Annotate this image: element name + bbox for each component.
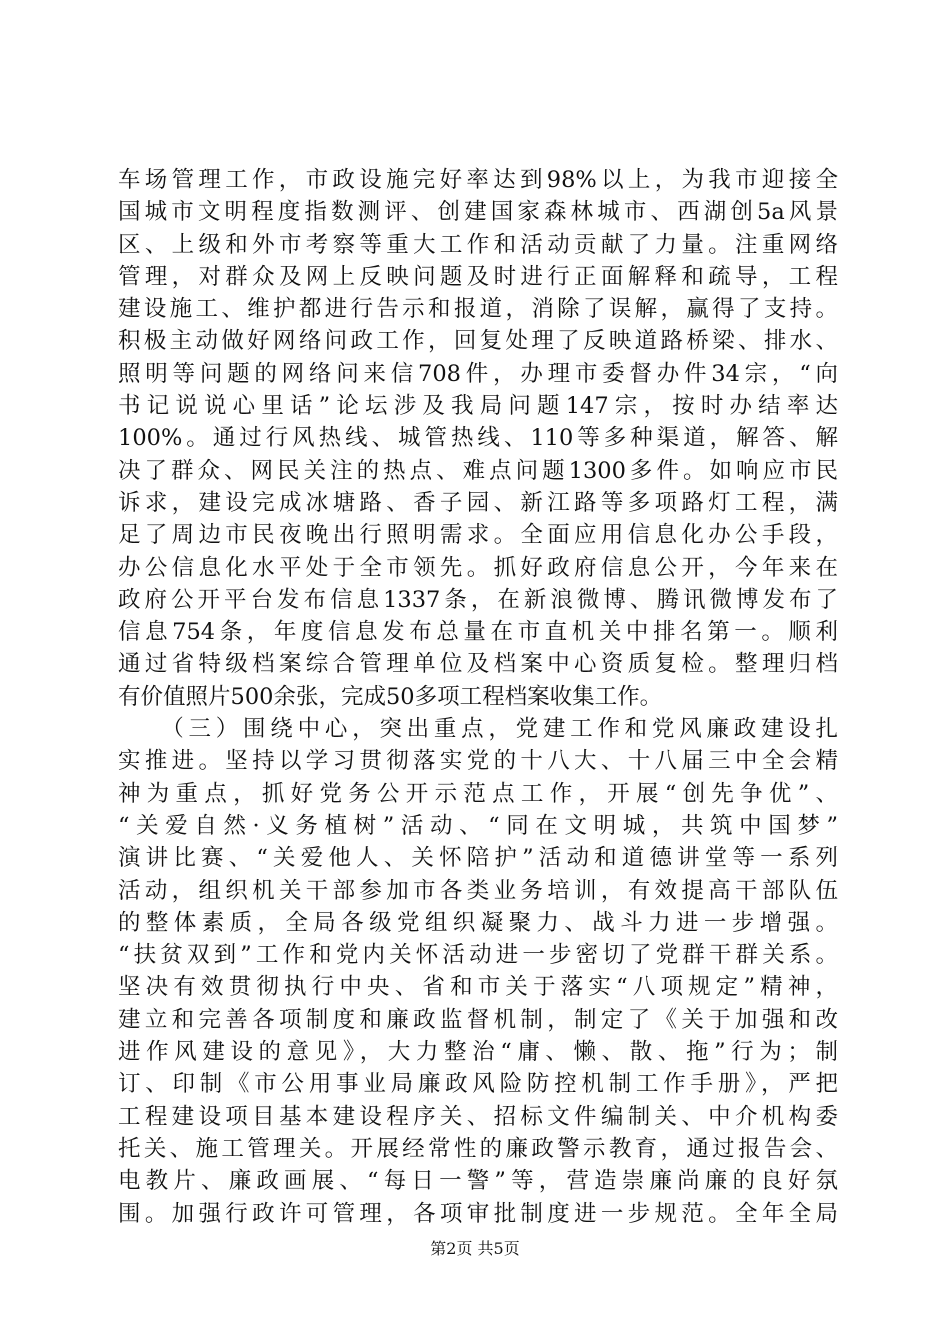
text-line: 有价值照片500余张，完成50多项工程档案收集工作。	[118, 683, 663, 710]
text-line: 100%。通过行风热线、城管热线、110等多种渠道，解答、解	[118, 425, 838, 452]
text-line: 政府公开平台发布信息1337条，在新浪微博、腾讯微博发布了	[118, 586, 838, 613]
text-line: 办公信息化水平处于全市领先。抓好政府信息公开，今年来在	[118, 554, 838, 581]
text-line: “扶贫双到”工作和党内关怀活动进一步密切了党群干群关系。	[118, 942, 838, 969]
text-line: 进作风建设的意见》，大力整治“庸、懒、散、拖”行为；制	[118, 1039, 838, 1066]
text-line: 书记说说心里话”论坛涉及我局问题147宗，按时办结率达	[118, 393, 838, 420]
text-line: （三）围绕中心，突出重点，党建工作和党风廉政建设扎	[118, 716, 838, 743]
page-footer: 第2页 共5页	[430, 1239, 520, 1258]
text-line: 实推进。坚持以学习贯彻落实党的十八大、十八届三中全会精	[118, 748, 838, 775]
text-line: 信息754条，年度信息发布总量在市直机关中排名第一。顺利	[118, 619, 838, 646]
text-line: 国城市文明程度指数测评、创建国家森林城市、西湖创5a风景	[118, 199, 838, 226]
text-line: 托关、施工管理关。开展经常性的廉政警示教育，通过报告会、	[118, 1135, 838, 1162]
text-line: 通过省特级档案综合管理单位及档案中心资质复检。整理归档	[118, 651, 838, 678]
text-line: 车场管理工作，市政设施完好率达到98%以上，为我市迎接全	[118, 167, 838, 193]
text-line: 区、上级和外市考察等重大工作和活动贡献了力量。注重网络	[118, 231, 838, 258]
text-line: 演讲比赛、“关爱他人、关怀陪护”活动和道德讲堂等一系列	[118, 845, 838, 872]
body-text	[118, 164, 838, 1230]
text-line: 神为重点，抓好党务公开示范点工作，开展“创先争优”、	[118, 780, 838, 807]
text-line: 活动，组织机关干部参加市各类业务培训，有效提高干部队伍	[118, 877, 838, 904]
text-line: 积极主动做好网络问政工作，回复处理了反映道路桥梁、排水、	[118, 328, 838, 355]
text-line: 坚决有效贯彻执行中央、省和市关于落实“八项规定”精神，	[118, 974, 838, 1001]
text-line: 足了周边市民夜晚出行照明需求。全面应用信息化办公手段，	[118, 522, 838, 549]
text-line: 管理，对群众及网上反映问题及时进行正面解释和疏导，工程	[118, 263, 838, 290]
text-line: “关爱自然·义务植树”活动、“同在文明城，共筑中国梦”	[118, 812, 838, 839]
text-line: 电教片、廉政画展、“每日一警”等，营造崇廉尚廉的良好氛	[118, 1168, 838, 1195]
text-line: 照明等问题的网络问来信708件，办理市委督办件34宗，“向	[118, 360, 838, 387]
text-line: 建立和完善各项制度和廉政监督机制，制定了《关于加强和改	[118, 1006, 838, 1033]
text-line: 工程建设项目基本建设程序关、招标文件编制关、中介机构委	[118, 1103, 838, 1130]
text-line: 围。加强行政许可管理，各项审批制度进一步规范。全年全局	[118, 1200, 838, 1227]
text-line: 的整体素质，全局各级党组织凝聚力、战斗力进一步增强。	[118, 909, 838, 936]
text-line: 诉求，建设完成冰塘路、香子园、新江路等多项路灯工程，满	[118, 489, 838, 516]
text-line: 订、印制《市公用事业局廉政风险防控机制工作手册》，严把	[118, 1071, 838, 1098]
text-line: 决了群众、网民关注的热点、难点问题1300多件。如响应市民	[118, 457, 838, 484]
text-line: 建设施工、维护都进行告示和报道，消除了误解，赢得了支持。	[118, 296, 838, 323]
